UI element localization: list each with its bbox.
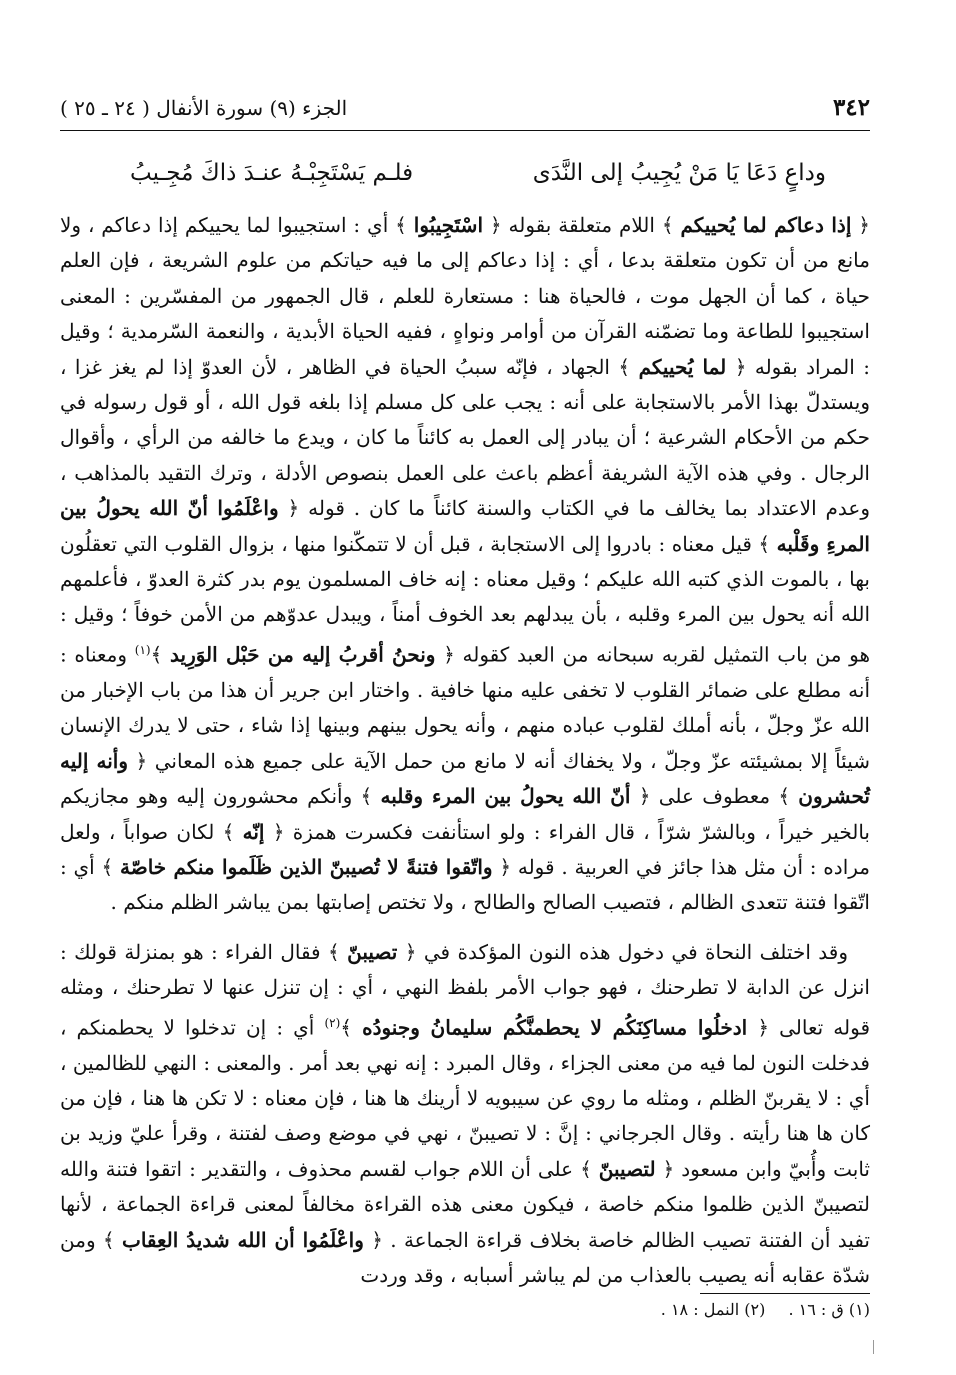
quran-quote: أنّ الله يحولُ بين المرء وقلبه [380,784,631,809]
commentary-text: ﴾ على أن اللام جواب لقسم محذوف ، والتقدير : اتقوا فتنة والله لتصيبنّ الذين ظلموا منكم خاصة ، فيكون معنى هذه القراءة مخالفاً لمعنى قراءة الجماعة ، لأنها تفيد أن الفتنة تصيب الظالم خاصة بخلاف قراءة الجماعة . ﴿ [60,1156,871,1252]
commentary-text: ﴾ أي : اتّقوا فتنة تتعدى الظالم ، فتصيب الصالح والطالح ، ولا تختص إصابتها بمن يباشر الظلم منكم . [60,854,870,915]
paragraph-2 [60,935,870,1294]
verse-second-hemistich: فلـم يَسْتَجِبْـهُ عنـدَ ذاكَ مُجِـيبُ [130,160,414,186]
commentary-text: ﴾ الجهاد ، فإنّه سببُ الحياة في الظاهر ، لأن العدوّ إذا لم يغز غزا ، ويستدلّ بهذا الأمر بالاستجابة على أنه : يجب على كل مسلم إذا بلغه قول الله ، أو قول رسوله في حكم من الأحكام الشرعية ؛ أن يبادر إلى العمل به كائناً ما كان ، ويدع ما خالفه من الرأي ، وأقوال الرجال . وفي هذه الآية الشريفة أعظم باعث على العمل بنصوص الأدلة ، وترك التقيد بالمذاهب ، وعدم الاعتداد بما يخالف ما في الكتاب والسنة كائناً ما كان . قوله ﴿ [60,354,871,521]
running-title: الجزء (٩) سورة الأنفال ( ٢٤ ـ ٢٥ ) [60,96,348,120]
footnote-1: (١) ق : ١٦ . [788,1300,870,1319]
quran-quote: واعْلَمُوا أن الله شديدُ العِقاب [121,1227,364,1252]
commentary-text: أي : إن تدخلوا لا يحطمنكم ، فدخلت النون لما فيه من معنى الجزاء ، وقال المبرد : إنه نهي بعد أمر . والمعنى : النهي للظالمين ، أي : لا يقربنّ الظلم ، ومثله ما روي عن سيبويه لا أرينك ها هنا ، فإن معناه : لا تكن ها هنا ، فإن من كان ها هنا رأيته . وقال الجرجاني : إنَّ : لا تصيبنّ ، نهي في موضع وصف لفتنة ، وقرأ عليّ وزيد بن ثابت وأُبيّ وابن مسعود ﴿ [60,1015,870,1181]
footnotes [643,1300,870,1319]
commentary-text: ومعناه : أنه مطلع على ضمائر القلوب لا تخفى عليه منها خافية . واختار ابن جرير أن هذا من باب الإخبار من الله عزّ وجلّ ، بأنه أملك لقلوب عباده منهم ، وأنه يحول بينهم وبينها إذا شاء ، حتى لا يدرك الإنسان شيئاً إلا بمشيئته عزّ وجلّ ، ولا يخفاك أنه لا مانع من حمل الآية على جميع هذه المعاني ﴿ [60,642,870,773]
commentary-text: ﴾ اللام متعلقة بقوله ﴿ [483,213,681,237]
commentary-body [60,208,870,1294]
poetry-verse [120,160,836,200]
page-number: ٣٤٢ [832,94,870,121]
commentary-text: ﴾ قيل معناه : بادروا إلى الاستجابة ، قبل أن لا تتمكّنوا منها ، بزوال القلوب التي تعقلُون بها ، بالموت الذي كتبه الله عليكم ؛ وقيل معناه : إنه خاف المسلمون يوم بدر كثرة العدوّ ، فأعلمهم الله أنه يحول بين المرء وقلبه ، بأن يبدلهم بعد الخوف أمناً ، ويبدل عدوّهم من الأمن خوفاً ؛ وقيل : هو من باب التمثيل لقربه سبحانه من العبد كقوله ﴿ [60,531,870,667]
quran-quote: إذا دعاكم لما يُحييكم [680,213,852,237]
quran-quote: لما يُحييكم [638,354,727,379]
quran-quote: وأنه إليه تُحشرون [60,748,870,809]
commentary-text: وقد اختلف النحاة في دخول هذه النون المؤكدة في ﴿ [397,939,848,964]
paragraph-1 [60,208,870,921]
quran-quote: تصيبنّ [347,939,398,964]
commentary-text: ﴾ معطوف على ﴿ [630,784,799,809]
quran-quote: ونحنُ أقربُ إليه من حَبْل الوَرِيد [170,642,436,667]
commentary-text: ﴿ [851,213,871,237]
footnote-rule [700,1293,870,1294]
commentary-text: ﴾ ومن شدّة عقابه أنه يصيب بالعذاب من لم يباشر أسبابه ، وقد وردت [60,1227,870,1288]
quran-quote: إنّه [242,819,265,844]
footnote-2: (٢) النمل : ١٨ . [660,1300,766,1319]
commentary-text: ﴾ أي : استجيبوا لما يحييكم إذا دعاكم ، ولا مانع من أن تكون متعلقة بدعا ، أي : إذا دعاكم إلى ما فيه حياتكم من علوم الشريعة ، فإن العلم حياة ، كما أن الجهل موت ، فالحياة هنا : مستعارة للعلم ، قال الجمهور من المفسّرين : المعنى استجيبوا للطاعة وما تضمّنه القرآن من أوامر ونواهٍ ، ففيه الحياة الأبدية ، والنعمة السّرمدية ؛ وقيل : المراد بقوله ﴿ [60,213,870,379]
quran-quote: ادخلُوا مساكِنَكُم لا يحطمنَّكُم سليمانُ وجنودُه [362,1015,748,1040]
quran-quote: واعْلَمُوا أنّ الله يحولُ بين المرءِ وقَلْبه [60,496,870,556]
footnote-marker: (١) [134,642,151,657]
verse-first-hemistich: وداعٍ دَعَا يَا مَنْ يُجِيبُ إلى النَّدَى [532,160,826,186]
quran-quote: لتصيبنّ [598,1156,656,1181]
commentary-text: ﴾ لكان صواباً ، ولعل مراده : أن مثل هذا جائز في العربية . قوله ﴿ [60,819,870,879]
commentary-text: ﴾ [340,1015,363,1040]
quran-quote: واتّقوا فتنةً لا تُصيبنّ الذين ظَلَموا منكم خاصّة [120,854,493,879]
quran-quote: اسْتَجِيبُوا [413,213,483,237]
commentary-text: ﴾ [150,642,170,667]
commentary-text: ﴾ فقال الفراء : هو بمنزلة قولك : انزل عن الدابة لا تطرحنك ، فهو جواب الأمر بلفظ النهي ، أي : إن تنزل عنها لا تطرحنك ، ومثله قوله تعالى ﴿ [60,939,870,1040]
commentary-text: ﴾ وأنكم محشورون إليه وهو مجازيكم بالخير خيراً ، وبالشرّ شرّاً ، قال الفراء : ولو استأنفت فكسرت همزة ﴿ [60,784,870,844]
header-rule [60,130,870,131]
margin-mark [873,1340,874,1354]
page-header [60,92,870,126]
footnote-marker: (٢) [324,1015,341,1030]
